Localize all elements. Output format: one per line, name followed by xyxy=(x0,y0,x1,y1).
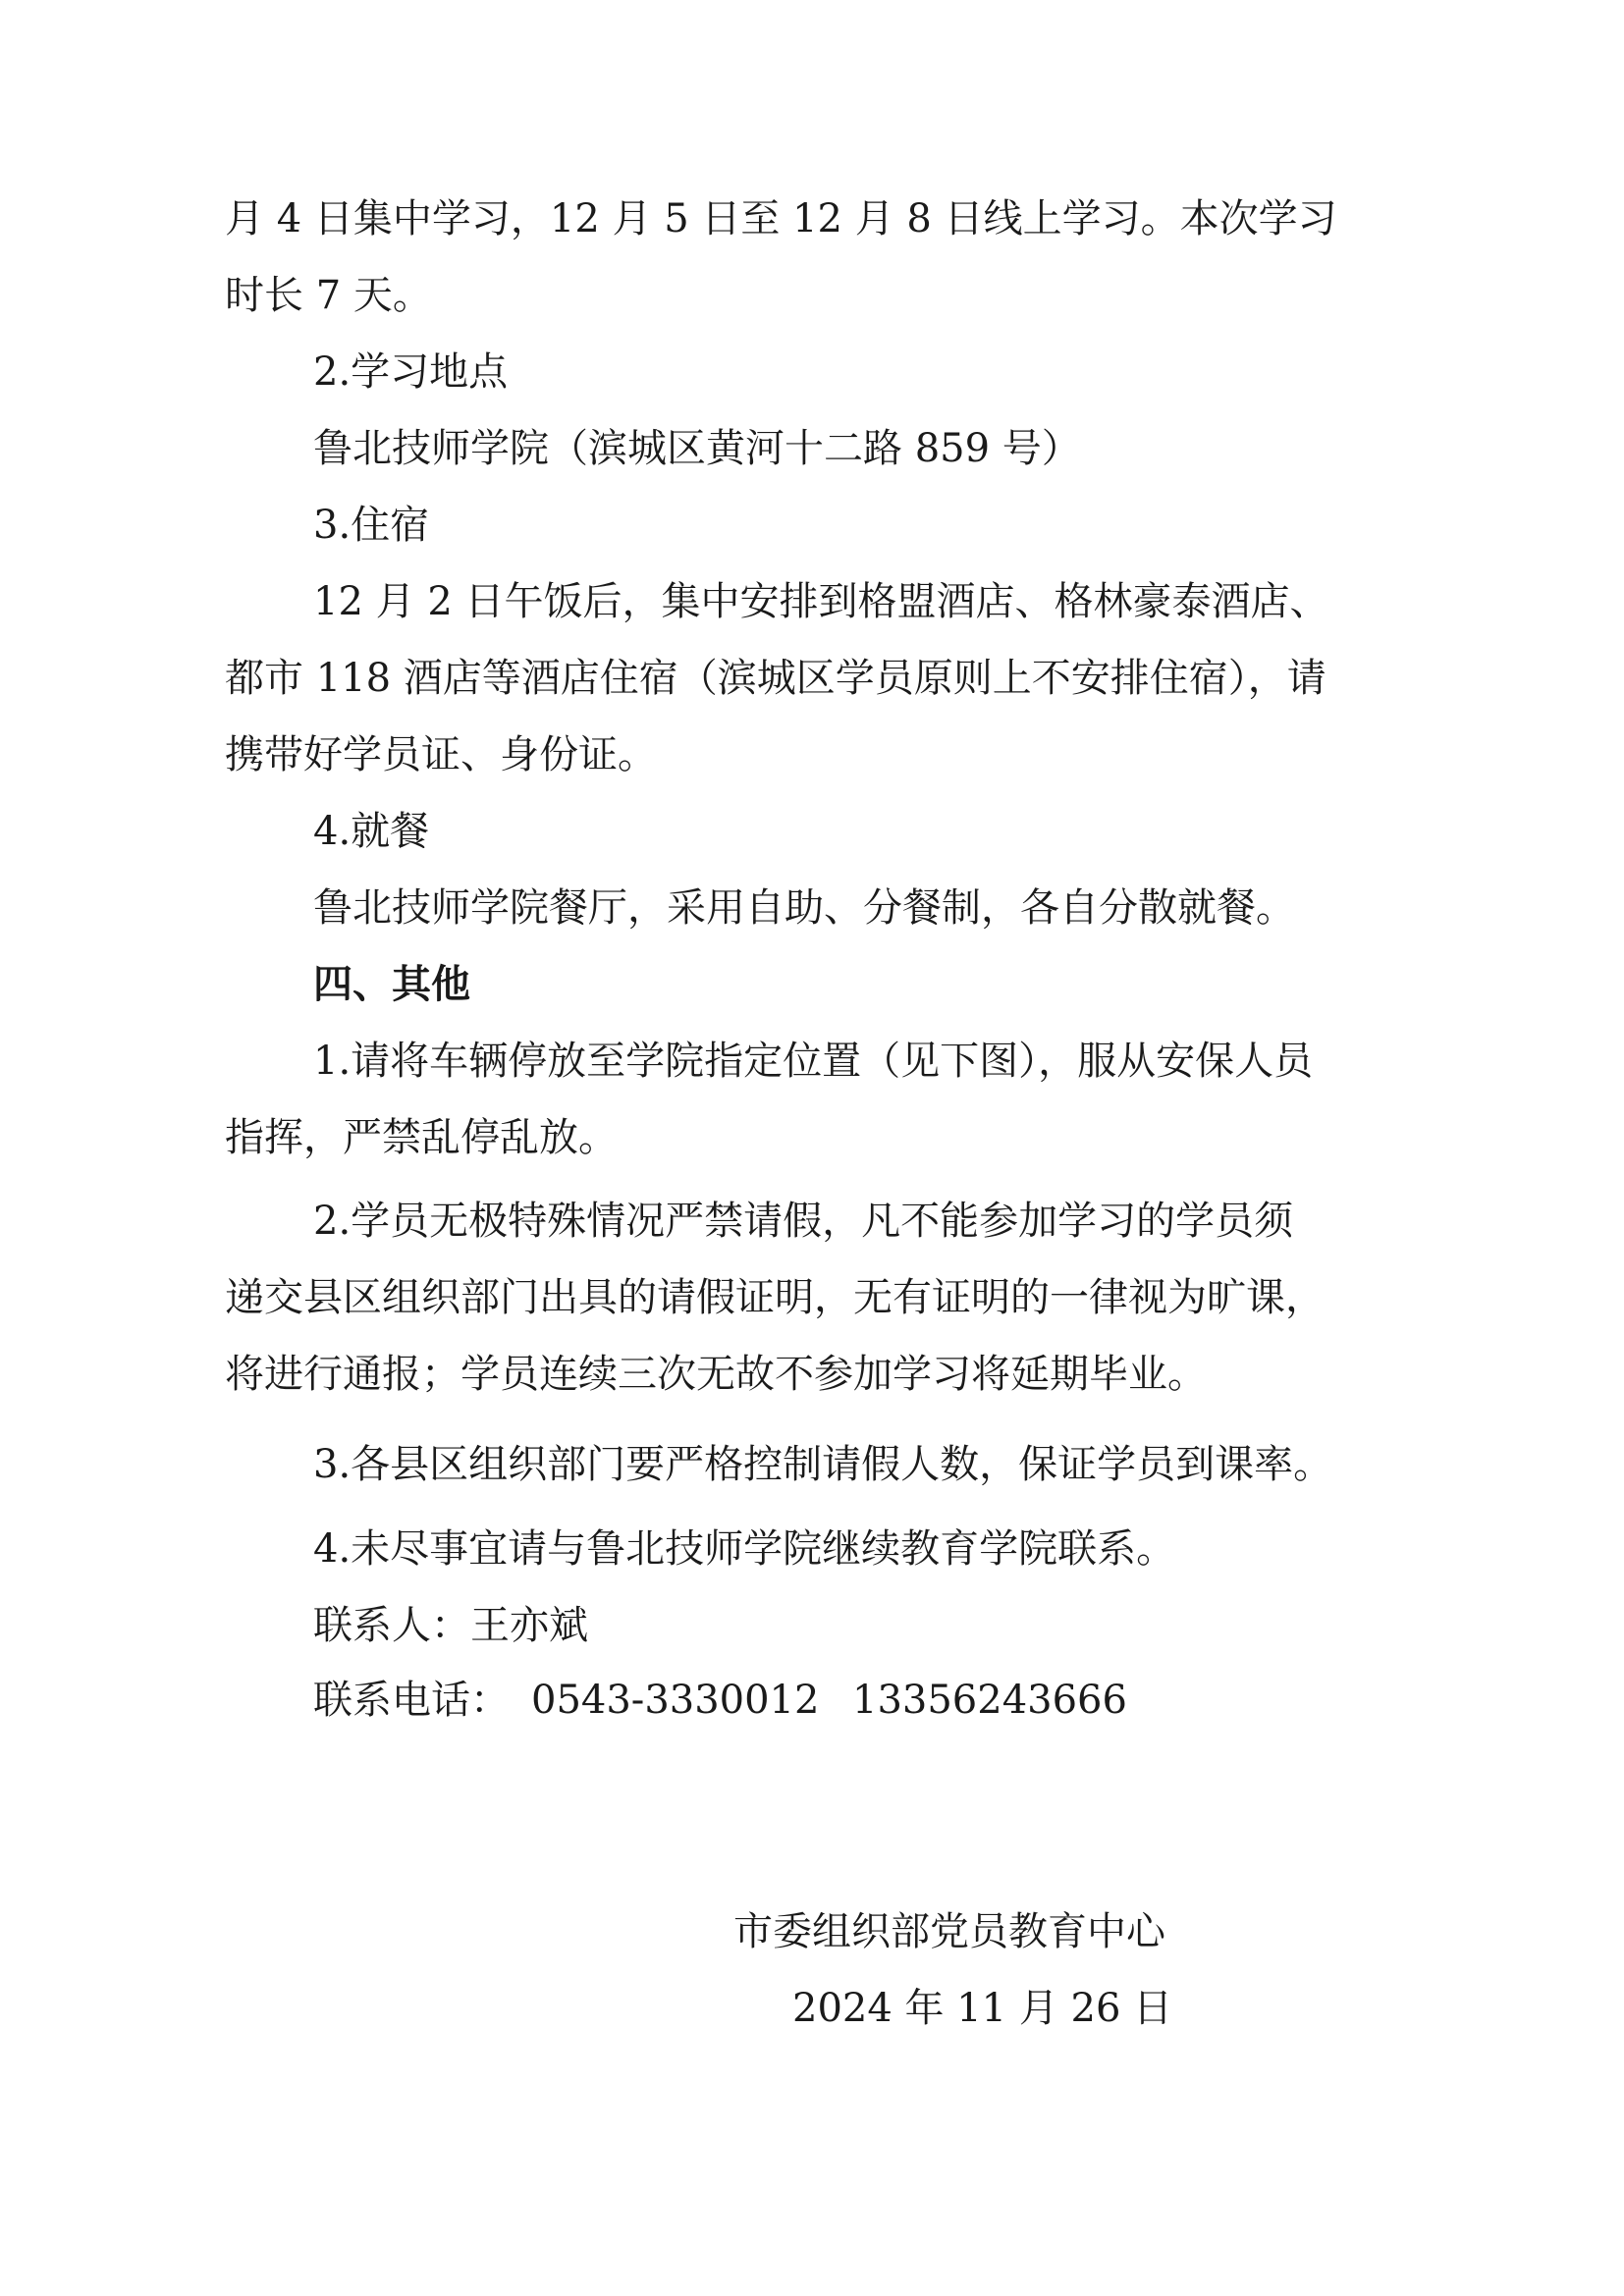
contact-phone-label: 联系电话： xyxy=(313,1678,510,1723)
issuing-organization: 市委组织部党员教育中心 xyxy=(733,1909,1165,1954)
section-heading: 4.就餐 xyxy=(313,809,430,854)
issue-date: 2024 年 11 月 26 日 xyxy=(792,1986,1173,2031)
paragraph-line: 鲁北技师学院餐厅，采用自助、分餐制，各自分散就餐。 xyxy=(313,885,1295,931)
paragraph-line: 递交县区组织部门出具的请假证明，无有证明的一律视为旷课， xyxy=(225,1275,1325,1320)
paragraph-line: 鲁北技师学院（滨城区黄河十二路 859 号） xyxy=(313,426,1081,471)
paragraph-line: 3.各县区组织部门要严格控制请假人数，保证学员到课率。 xyxy=(313,1442,1333,1487)
phone-number-1: 0543-3330012 xyxy=(531,1678,820,1723)
chapter-heading: 四、其他 xyxy=(313,961,470,1007)
paragraph-line: 12 月 2 日午饭后，集中安排到格盟酒店、格林豪泰酒店、 xyxy=(313,579,1329,624)
paragraph-line: 时长 7 天。 xyxy=(225,273,432,318)
paragraph-line: 2.学员无极特殊情况严禁请假，凡不能参加学习的学员须 xyxy=(313,1199,1294,1244)
contact-person: 联系人：王亦斌 xyxy=(313,1603,588,1648)
paragraph-line: 将进行通报；学员连续三次无故不参加学习将延期毕业。 xyxy=(225,1352,1207,1397)
section-heading: 3.住宿 xyxy=(313,503,430,548)
contact-phone-row xyxy=(313,1675,1295,1726)
paragraph-line: 都市 118 酒店等酒店住宿（滨城区学员原则上不安排住宿），请 xyxy=(225,656,1326,701)
paragraph-line: 携带好学员证、身份证。 xyxy=(225,732,657,777)
phone-number-2: 13356243666 xyxy=(852,1678,1127,1723)
paragraph-line: 4.未尽事宜请与鲁北技师学院继续教育学院联系。 xyxy=(313,1526,1176,1572)
paragraph-line: 1.请将车辆停放至学院指定位置（见下图），服从安保人员 xyxy=(313,1039,1314,1084)
section-heading: 2.学习地点 xyxy=(313,349,509,395)
paragraph-line: 指挥，严禁乱停乱放。 xyxy=(225,1115,618,1160)
paragraph-line: 月 4 日集中学习，12 月 5 日至 12 月 8 日线上学习。本次学习 xyxy=(225,196,1337,241)
